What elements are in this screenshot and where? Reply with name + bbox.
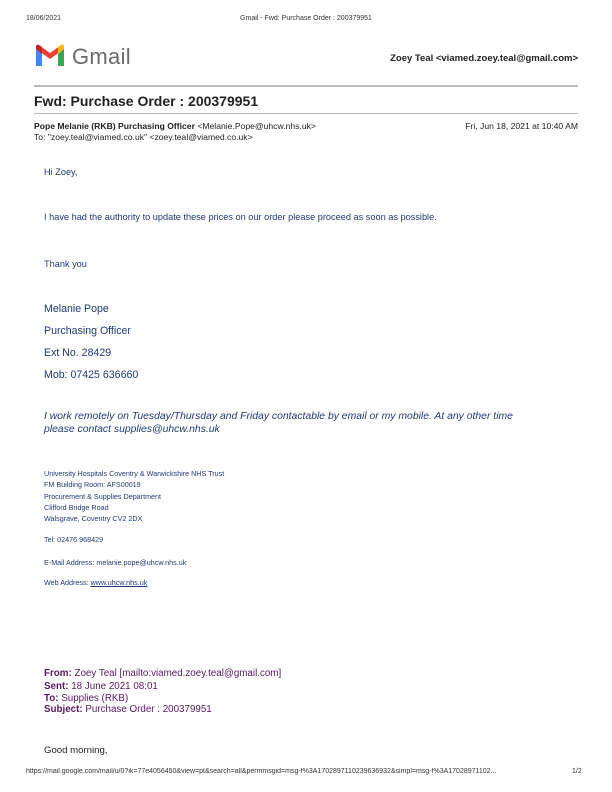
forward-from-value: Zoey Teal [mailto:viamed.zoey.teal@gmail.com] xyxy=(74,668,282,679)
address-line: Walsgrave, Coventry CV2 2DX xyxy=(44,514,143,523)
forward-sent-label: Sent: xyxy=(44,681,69,692)
subject-divider xyxy=(34,113,578,114)
forward-from-label: From: xyxy=(44,668,72,679)
sender-email: <Melanie.Pope@uhcw.nhs.uk> xyxy=(197,121,316,131)
account-label: Zoey Teal <viamed.zoey.teal@gmail.com> xyxy=(390,53,578,64)
address-line: FM Building Room: AFS00019 xyxy=(44,480,141,489)
forward-greeting: Good morning, xyxy=(44,745,108,756)
message-text: I have had the authority to update these prices on our order please proceed as soon as possible. xyxy=(44,212,437,222)
remote-notice-line1: I work remotely on Tuesday/Thursday and Friday contactable by email or my mobile. At any other time xyxy=(44,411,513,422)
email-address-label: E-Mail Address: xyxy=(44,558,97,567)
forward-to-label: To: xyxy=(44,693,59,704)
email-address-line xyxy=(44,558,186,567)
sender-line xyxy=(34,121,316,131)
forward-sent-value: 18 June 2021 08:01 xyxy=(71,681,158,692)
thanks-text: Thank you xyxy=(44,259,87,269)
address-line: Procurement & Supplies Department xyxy=(44,492,162,501)
remote-notice-line2: please contact supplies@uhcw.nhs.uk xyxy=(44,424,220,435)
email-address-value: melanie.pope@uhcw.nhs.uk xyxy=(96,558,187,567)
telephone: Tel: 02476 968429 xyxy=(44,535,104,544)
signature-role: Purchasing Officer xyxy=(44,325,131,337)
recipient-line: To: "zoey.teal@viamed.co.uk" <zoey.teal@viamed.co.uk> xyxy=(34,132,253,142)
signature-name: Melanie Pope xyxy=(44,303,109,315)
greeting: Hi Zoey, xyxy=(44,167,78,177)
sender-name: Pope Melanie (RKB) Purchasing Officer xyxy=(34,121,195,131)
signature-ext: Ext No. 28429 xyxy=(44,347,112,359)
forward-to-value: Supplies (RKB) xyxy=(61,693,129,704)
signature-mob: Mob: 07425 636660 xyxy=(44,369,139,381)
forward-subject-label: Subject: xyxy=(44,704,83,715)
address-line: University Hospitals Coventry & Warwickshire NHS Trust xyxy=(44,469,225,478)
forward-subject-value: Purchase Order : 200379951 xyxy=(85,704,212,715)
forward-sent xyxy=(44,681,158,692)
page-number: 1/2 xyxy=(572,768,582,775)
forward-from xyxy=(44,668,281,679)
forward-subject xyxy=(44,704,212,715)
address-line: Clifford Bridge Road xyxy=(44,503,109,512)
web-address-link[interactable]: www.uhcw.nhs.uk xyxy=(90,578,148,587)
print-url: https://mail.google.com/mail/u/0?ik=77e4056450&view=pt&search=all&permmsgid=msg-f%3A1702897110239636932&simpl=msg-f%3A17028971102... xyxy=(26,768,497,775)
gmail-wordmark: Gmail xyxy=(72,44,131,69)
web-address-line xyxy=(44,578,147,587)
gmail-m-icon xyxy=(34,44,66,73)
forward-to xyxy=(44,693,128,704)
email-date: Fri, Jun 18, 2021 at 10:40 AM xyxy=(465,121,578,131)
print-date: 18/06/2021 xyxy=(26,15,62,22)
email-subject: Fwd: Purchase Order : 200379951 xyxy=(34,93,259,109)
header-divider xyxy=(34,85,578,87)
web-address-label: Web Address: xyxy=(44,578,91,587)
print-title: Gmail - Fwd: Purchase Order : 200379951 xyxy=(240,15,372,22)
